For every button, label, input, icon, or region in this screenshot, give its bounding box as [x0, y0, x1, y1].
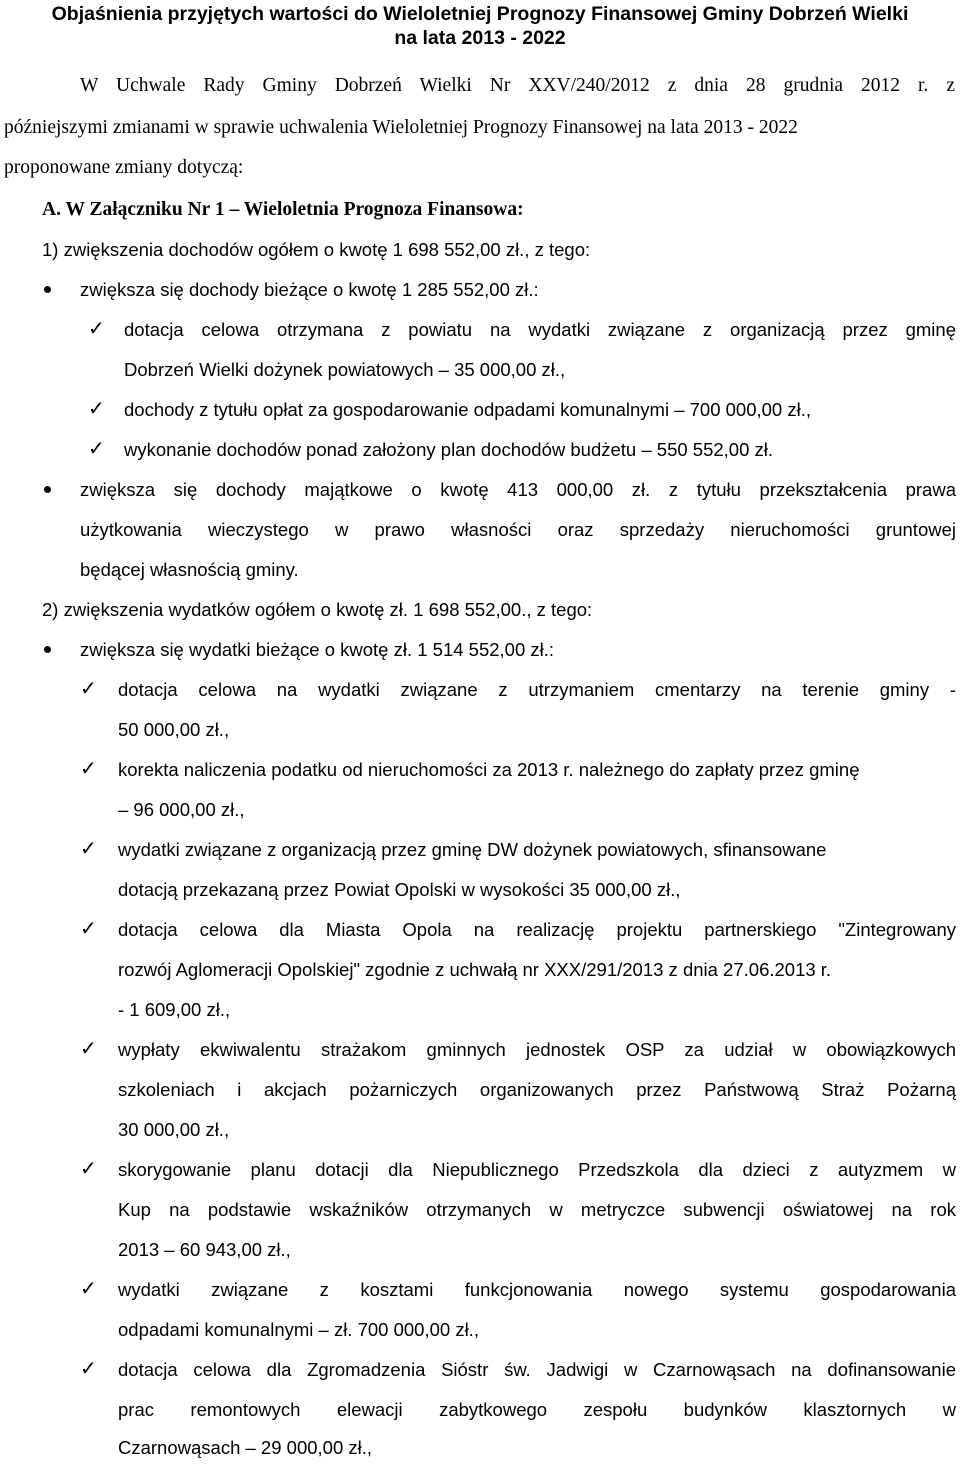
expense-item-2-line-2: – 96 000,00 zł., [118, 799, 245, 820]
checkmark-icon: ✓ [80, 756, 97, 780]
expense-item-2-line-1: korekta naliczenia podatku od nieruchomości za 2013 r. należnego do zapłaty przez gminę [118, 759, 860, 780]
checkmark-icon: ✓ [80, 1276, 97, 1300]
point-1-text: 1) zwiększenia dochodów ogółem o kwotę 1 698 552,00 zł., z tego: [42, 239, 591, 260]
expense-item-7-line-2: odpadami komunalnymi – zł. 700 000,00 zł., [118, 1319, 479, 1340]
checkmark-icon: ✓ [80, 676, 97, 700]
checkmark-icon: ✓ [80, 836, 97, 860]
expense-item-8-line-1: dotacja celowa dla Zgromadzenia Sióstr św. Jadwigi w Czarnowąsach na dofinansowanie [118, 1359, 956, 1380]
expense-item-3-line-1: wydatki związane z organizacją przez gminę DW dożynek powiatowych, sfinansowane [118, 839, 827, 860]
expense-item-8-line-2: prac remontowych elewacji zabytkowego zespołu budynków klasztornych w [118, 1399, 956, 1420]
expense-item-4-line-1: dotacja celowa dla Miasta Opola na realizację projektu partnerskiego "Zintegrowany [118, 919, 956, 940]
title-line-2: na lata 2013 - 2022 [394, 27, 566, 49]
expense-item-5-line-3: 30 000,00 zł., [118, 1119, 230, 1140]
checkmark-icon: ✓ [88, 316, 105, 340]
income-property-line-3: będącej własnością gminy. [80, 559, 299, 580]
expense-item-8-line-3: Czarnowąsach – 29 000,00 zł., [118, 1437, 373, 1458]
expense-item-1-line-1: dotacja celowa na wydatki związane z utrzymaniem cmentarzy na terenie gminy - [118, 679, 956, 700]
expense-item-3-line-2: dotacją przekazaną przez Powiat Opolski w wysokości 35 000,00 zł., [118, 879, 681, 900]
income-property-line-2: użytkowania wieczystego w prawo własności oraz sprzedaży nieruchomości gruntowej [80, 519, 956, 540]
expense-item-4-line-2: rozwój Aglomeracji Opolskiej" zgodnie z uchwałą nr XXX/291/2013 z dnia 27.06.2013 r. [118, 959, 832, 980]
section-a-heading: A. W Załączniku Nr 1 – Wieloletnia Prognoza Finansowa: [42, 199, 524, 220]
expense-item-6-line-2: Kup na podstawie wskaźników otrzymanych w metryczce subwencji oświatowej na rok [118, 1199, 956, 1220]
expense-item-5-line-2: szkoleniach i akcjach pożarniczych organizowanych przez Państwową Straż Pożarną [118, 1079, 956, 1100]
expense-item-4-line-3: - 1 609,00 zł., [118, 999, 231, 1020]
expense-item-1-line-2: 50 000,00 zł., [118, 719, 230, 740]
expense-current-bullet: zwiększa się wydatki bieżące o kwotę zł. 1 514 552,00 zł.: [80, 639, 555, 660]
intro-line-2: późniejszymi zmianami w sprawie uchwalenia Wieloletniej Prognozy Finansowej na lata 2013 - 2022 [4, 117, 798, 138]
checkmark-icon: ✓ [80, 1356, 97, 1380]
intro-line-3: proponowane zmiany dotyczą: [4, 157, 244, 178]
checkmark-icon: ✓ [88, 396, 105, 420]
income-current-bullet: zwiększa się dochody bieżące o kwotę 1 285 552,00 zł.: [80, 279, 539, 300]
bullet-icon [44, 286, 51, 293]
income-item-1-line-2: Dobrzeń Wielki dożynek powiatowych – 35 000,00 zł., [124, 359, 566, 380]
checkmark-icon: ✓ [80, 916, 97, 940]
expense-item-6-line-3: 2013 – 60 943,00 zł., [118, 1239, 291, 1260]
expense-item-7-line-1: wydatki związane z kosztami funkcjonowania nowego systemu gospodarowania [118, 1279, 956, 1300]
document-title [0, 2, 960, 50]
point-2-text: 2) zwiększenia wydatków ogółem o kwotę zł. 1 698 552,00., z tego: [42, 599, 593, 620]
checkmark-icon: ✓ [88, 436, 105, 460]
checkmark-icon: ✓ [80, 1036, 97, 1060]
income-item-2-line-1: dochody z tytułu opłat za gospodarowanie odpadami komunalnymi – 700 000,00 zł., [124, 399, 811, 420]
bullet-icon [44, 486, 51, 493]
expense-item-5-line-1: wypłaty ekwiwalentu strażakom gminnych jednostek OSP za udział w obowiązkowych [118, 1039, 956, 1060]
income-item-3-line-1: wykonanie dochodów ponad założony plan dochodów budżetu – 550 552,00 zł. [124, 439, 774, 460]
income-property-line-1: zwiększa się dochody majątkowe o kwotę 413 000,00 zł. z tytułu przekształcenia prawa [80, 479, 956, 500]
title-line-1: Objaśnienia przyjętych wartości do Wieloletniej Prognozy Finansowej Gminy Dobrzeń Wielki [51, 3, 909, 25]
bullet-icon [44, 646, 51, 653]
income-item-1-line-1: dotacja celowa otrzymana z powiatu na wydatki związane z organizacją przez gminę [124, 319, 956, 340]
intro-line-1: W Uchwale Rady Gminy Dobrzeń Wielki Nr XXV/240/2012 z dnia 28 grudnia 2012 r. z [80, 75, 955, 96]
expense-item-6-line-1: skorygowanie planu dotacji dla Niepublicznego Przedszkola dla dzieci z autyzmem w [118, 1159, 956, 1180]
checkmark-icon: ✓ [80, 1156, 97, 1180]
